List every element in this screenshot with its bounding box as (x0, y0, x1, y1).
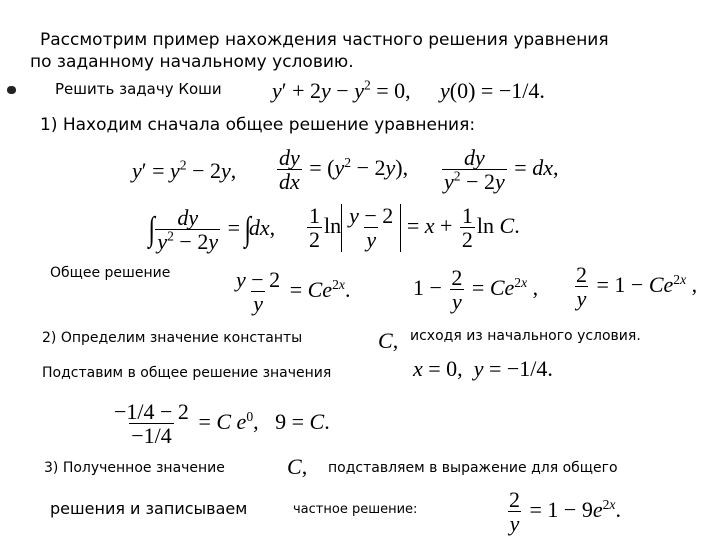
equation-separated-3: $\frac{dy}{y^2 - 2y}$ = dx, (444, 145, 559, 195)
task-label: Решить задачу Коши (55, 80, 222, 98)
step2-tail: исходя из начального условия. (410, 328, 641, 344)
log-solution: $\frac{1}{2}$ ln $\frac{y - 2}{y}$ = x + $\frac{1}{2}$ ln C. (309, 203, 520, 253)
task-equation: $y' + 2y - y^2 = 0$, (272, 77, 411, 103)
step1-title: 1) Находим сначала общее решение уравнения: (40, 115, 476, 135)
constant-computation: $\frac{-1/4 - 2}{-1/4}$ = C $e^0$, 9 = C. (114, 399, 330, 449)
equation-separated-1: $y' = y^2 - 2y$, (132, 157, 237, 183)
bullet-icon (7, 86, 16, 94)
equation-separated-2: $\frac{dy}{dx}$ = $(y^2 - 2y)$, (279, 145, 409, 195)
general-solution-2: 1 − $\frac{2}{y}$ = $Ce^{2x}$ , (413, 265, 539, 315)
step3-constant: C, (287, 454, 308, 479)
general-solution-label: Общее решение (50, 265, 171, 281)
general-solution-1: $\frac{y - 2}{y}$ = $Ce^{2x}$. (236, 267, 351, 317)
general-solution-3: $\frac{2}{y}$ = $1 - Ce^{2x}$ , (576, 262, 698, 312)
substitute-values: x = 0, y = −1/4. (413, 356, 553, 381)
step2-label: 2) Определим значение константы (42, 330, 303, 346)
integral-equation: ∫ $\frac{dy}{y^2 - 2y}$ = ∫dx, (148, 205, 276, 255)
intro-line-2: по заданному начальному условию. (30, 52, 354, 72)
step3-line2: решения и записываем (50, 499, 248, 518)
substitute-label: Подставим в общее решение значения (42, 365, 332, 381)
step3-tail: подставляем в выражение для общего (328, 460, 618, 476)
particular-solution: $\frac{2}{y}$ = $1 - 9e^{2x}$. (509, 487, 621, 537)
intro-line-1: Рассмотрим пример нахождения частного решения уравнения (40, 30, 609, 50)
particular-solution-label: частное решение: (293, 502, 418, 517)
step2-constant: C, (378, 328, 399, 353)
step3-label: 3) Полученное значение (44, 460, 225, 476)
task-initial-condition: y(0) = −1/4. (440, 78, 545, 103)
